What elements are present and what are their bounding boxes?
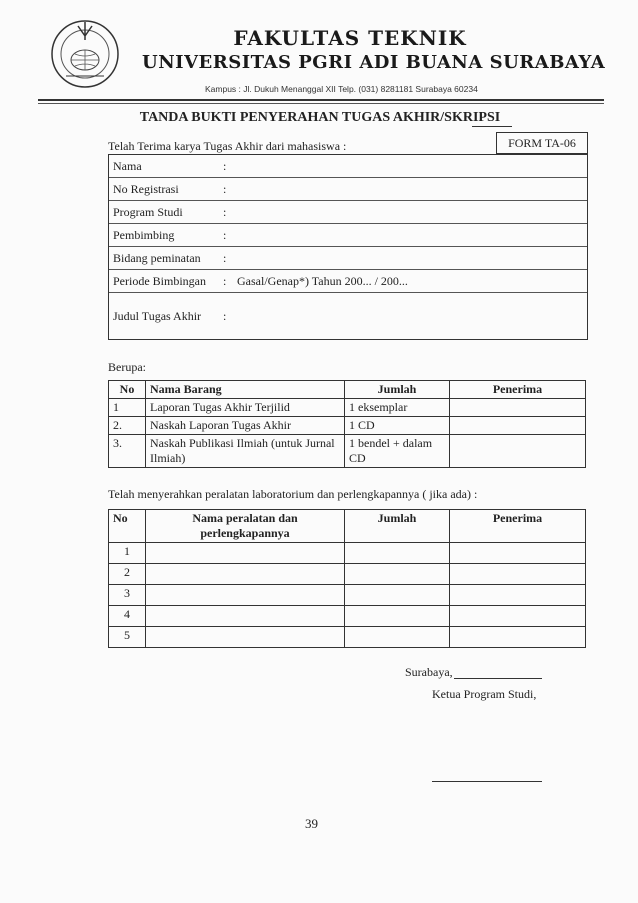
page-number: 39 <box>305 816 318 831</box>
signature-role: Ketua Program Studi, <box>432 687 537 701</box>
cell-receiver[interactable] <box>450 627 586 648</box>
cell-receiver[interactable] <box>450 417 586 435</box>
table-row <box>109 543 586 564</box>
info-label: Periode Bimbingan <box>113 273 206 288</box>
col-header-item: Nama Barang <box>146 381 345 399</box>
cell-qty[interactable] <box>345 564 450 585</box>
cell-equipment[interactable] <box>146 564 345 585</box>
university-logo <box>48 14 122 94</box>
campus-address: Kampus : Jl. Dukuh Menanggal XII Telp. (031) 8281181 Surabaya 60234 <box>205 84 478 94</box>
info-label: Program Studi <box>113 204 183 219</box>
cell-receiver[interactable] <box>450 606 586 627</box>
items-label: Berupa: <box>108 360 146 374</box>
info-colon: : <box>223 158 227 173</box>
info-colon: : <box>223 273 227 288</box>
signature-line <box>432 781 542 782</box>
cell-item: Naskah Publikasi Ilmiah (untuk Jurnal Ilmiah) <box>146 435 345 468</box>
cell-qty[interactable] <box>345 627 450 648</box>
table-row <box>109 417 586 435</box>
info-row-registration <box>109 178 587 201</box>
cell-qty: 1 CD <box>345 417 450 435</box>
col-header-receiver: Penerima <box>450 510 586 543</box>
info-colon: : <box>223 308 227 323</box>
info-label: Bidang peminatan <box>113 250 201 265</box>
cell-no: 3 <box>109 585 146 606</box>
signature-place: Surabaya, <box>405 665 453 679</box>
col-header-qty: Jumlah <box>345 510 450 543</box>
university-name: UNIVERSITAS PGRI ADI BUANA SURABAYA <box>142 52 606 73</box>
cell-receiver[interactable] <box>450 585 586 606</box>
table-header-row <box>109 381 586 399</box>
info-row-specialization <box>109 247 587 270</box>
cell-receiver[interactable] <box>450 435 586 468</box>
info-row-thesis-title <box>109 293 587 339</box>
col-header-no: No <box>109 510 146 543</box>
info-label: Pembimbing <box>113 227 175 242</box>
table-header-row <box>109 510 586 543</box>
cell-no: 2. <box>109 417 146 435</box>
table-row <box>109 435 586 468</box>
cell-no: 5 <box>109 627 146 648</box>
cell-equipment[interactable] <box>146 627 345 648</box>
table-row <box>109 585 586 606</box>
cell-no: 2 <box>109 564 146 585</box>
equipment-label: Telah menyerahkan peralatan laboratorium dan perlengkapannya ( jika ada) : <box>108 487 478 501</box>
cell-qty[interactable] <box>345 585 450 606</box>
cell-no: 1 <box>109 543 146 564</box>
col-header-qty: Jumlah <box>345 381 450 399</box>
header-divider-thin <box>38 103 604 104</box>
cell-item: Naskah Laporan Tugas Akhir <box>146 417 345 435</box>
info-row-program <box>109 201 587 224</box>
col-header-receiver: Penerima <box>450 381 586 399</box>
cell-receiver[interactable] <box>450 564 586 585</box>
student-info-box <box>108 154 588 340</box>
info-row-period <box>109 270 587 293</box>
cell-no: 4 <box>109 606 146 627</box>
cell-item: Laporan Tugas Akhir Terjilid <box>146 399 345 417</box>
items-table <box>108 380 586 468</box>
cell-qty: 1 bendel + dalam CD <box>345 435 450 468</box>
table-row <box>109 606 586 627</box>
table-row <box>109 627 586 648</box>
cell-qty[interactable] <box>345 543 450 564</box>
info-colon: : <box>223 227 227 242</box>
title-underline <box>472 126 512 127</box>
form-code-box: FORM TA-06 <box>496 132 588 154</box>
document-title: TANDA BUKTI PENYERAHAN TUGAS AKHIR/SKRIPSI <box>139 110 501 125</box>
info-row-supervisor <box>109 224 587 247</box>
info-colon: : <box>223 181 227 196</box>
col-header-equipment: Nama peralatan dan perlengkapannya <box>146 510 345 543</box>
info-colon: : <box>223 250 227 265</box>
cell-receiver[interactable] <box>450 399 586 417</box>
faculty-name: FAKULTAS TEKNIK <box>233 26 467 50</box>
info-value[interactable]: Gasal/Genap*) Tahun 200... / 200... <box>237 273 408 288</box>
table-row <box>109 399 586 417</box>
cell-receiver[interactable] <box>450 543 586 564</box>
info-label: Judul Tugas Akhir <box>113 308 202 323</box>
cell-no: 1 <box>109 399 146 417</box>
cell-no: 3. <box>109 435 146 468</box>
received-text: Telah Terima karya Tugas Akhir dari mahasiswa : <box>108 139 347 153</box>
cell-qty[interactable] <box>345 606 450 627</box>
cell-equipment[interactable] <box>146 585 345 606</box>
header-divider <box>38 99 604 101</box>
cell-qty: 1 eksemplar <box>345 399 450 417</box>
info-colon: : <box>223 204 227 219</box>
cell-equipment[interactable] <box>146 543 345 564</box>
col-header-no: No <box>109 381 146 399</box>
info-label: No Registrasi <box>113 181 179 196</box>
info-label: Nama <box>113 158 142 173</box>
date-line <box>454 678 542 679</box>
equipment-table <box>108 509 586 648</box>
cell-equipment[interactable] <box>146 606 345 627</box>
table-row <box>109 564 586 585</box>
info-row-name <box>109 155 587 178</box>
